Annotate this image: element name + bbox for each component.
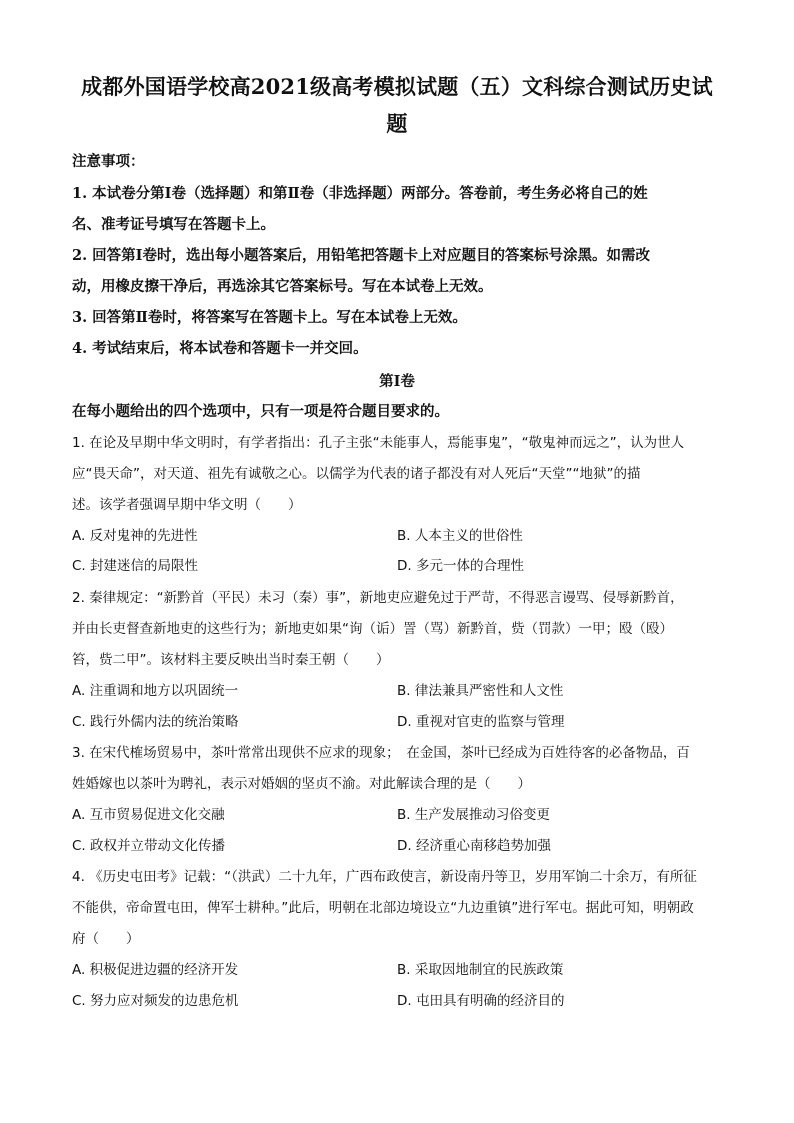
question-text-line: 4. 《历史屯田考》记载：“（洪武）二十九年，广西布政使言，新设南丹等卫，岁用军饷二十余万，有所征 (72, 869, 697, 885)
option-d: D. 经济重心南移趋势加强 (397, 838, 551, 854)
option-a: A. 反对鬼神的先进性 (72, 528, 198, 544)
option-b: B. 生产发展推动习俗变更 (397, 807, 550, 823)
option-d: D. 多元一体的合理性 (397, 558, 524, 574)
section-instruction: 在每小题给出的四个选项中，只有一项是符合题目要求的。 (72, 403, 449, 420)
notes-line: 4. 考试结束后，将本试卷和答题卡一并交回。 (72, 340, 368, 357)
section-title: 第Ⅰ卷 (379, 373, 415, 390)
option-d: D. 屯田具有明确的经济目的 (397, 993, 565, 1009)
option-a: A. 互市贸易促进文化交融 (72, 807, 225, 823)
option-c: C. 封建迷信的局限性 (72, 558, 199, 574)
option-b: B. 采取因地制宜的民族政策 (397, 962, 564, 978)
option-c: C. 努力应对频发的边患危机 (72, 993, 239, 1009)
question-text-line: 应“畏天命”，对天道、祖先有诚敬之心。以儒学为代表的诸子都没有对人死后“天堂”“地狱”的描 (72, 466, 641, 482)
option-d: D. 重视对官吏的监察与管理 (397, 714, 565, 730)
notes-line: 2. 回答第Ⅰ卷时，选出每小题答案后，用铅笔把答题卡上对应题目的答案标号涂黑。如需改 (72, 247, 650, 264)
exam-title-line-2: 题 (386, 111, 408, 136)
notes-line: 1. 本试卷分第Ⅰ卷（选择题）和第Ⅱ卷（非选择题）两部分。答卷前，考生务必将自己的姓 (72, 185, 648, 202)
question-text-line: 姓婚嫁也以茶叶为聘礼，表示对婚姻的坚贞不渝。对此解读合理的是（ ） (72, 776, 531, 792)
option-c: C. 践行外儒内法的统治策略 (72, 714, 239, 730)
question-text-line: 2. 秦律规定：“新黔首（平民）未习（秦）事”，新地吏应避免过于严苛，不得恶言谩骂、侵辱新黔首， (72, 590, 684, 606)
question-text-line: 府（ ） (72, 931, 140, 947)
option-b: B. 律法兼具严密性和人文性 (397, 683, 564, 699)
question-text-line: 并由长吏督查新地吏的这些行为；新地吏如果“询（诟）詈（骂）新黔首，赀（罚款）一甲；殴（殴） (72, 621, 673, 637)
notes-line: 动，用橡皮擦干净后，再选涂其它答案标号。写在本试卷上无效。 (72, 278, 493, 295)
question-text-line: 笞，赀二甲”。该材料主要反映出当时秦王朝（ ） (72, 652, 390, 668)
option-a: A. 注重调和地方以巩固统一 (72, 683, 239, 699)
notes-line: 名、准考证号填写在答题卡上。 (72, 216, 275, 233)
question-text-line: 述。该学者强调早期中华文明（ ） (72, 497, 302, 513)
question-text-line: 3. 在宋代榷场贸易中，茶叶常常出现供不应求的现象； 在金国，茶叶已经成为百姓待客的必备物品，百 (72, 745, 690, 761)
option-c: C. 政权并立带动文化传播 (72, 838, 226, 854)
option-a: A. 积极促进边疆的经济开发 (72, 962, 239, 978)
question-text-line: 1. 在论及早期中华文明时，有学者指出：孔子主张“未能事人，焉能事鬼”，“敬鬼神而远之”，认为世人 (72, 435, 685, 451)
question-text-line: 不能供，帝命置屯田，俾军士耕种。”此后，明朝在北部边境设立“九边重镇”进行军屯。据此可知，明朝政 (72, 900, 694, 916)
option-b: B. 人本主义的世俗性 (397, 528, 523, 544)
exam-title-line-1: 成都外国语学校高2021级高考模拟试题（五）文科综合测试历史试 (81, 74, 713, 99)
notes-line: 3. 回答第Ⅱ卷时，将答案写在答题卡上。写在本试卷上无效。 (72, 309, 467, 326)
notes-heading: 注意事项： (72, 153, 145, 170)
